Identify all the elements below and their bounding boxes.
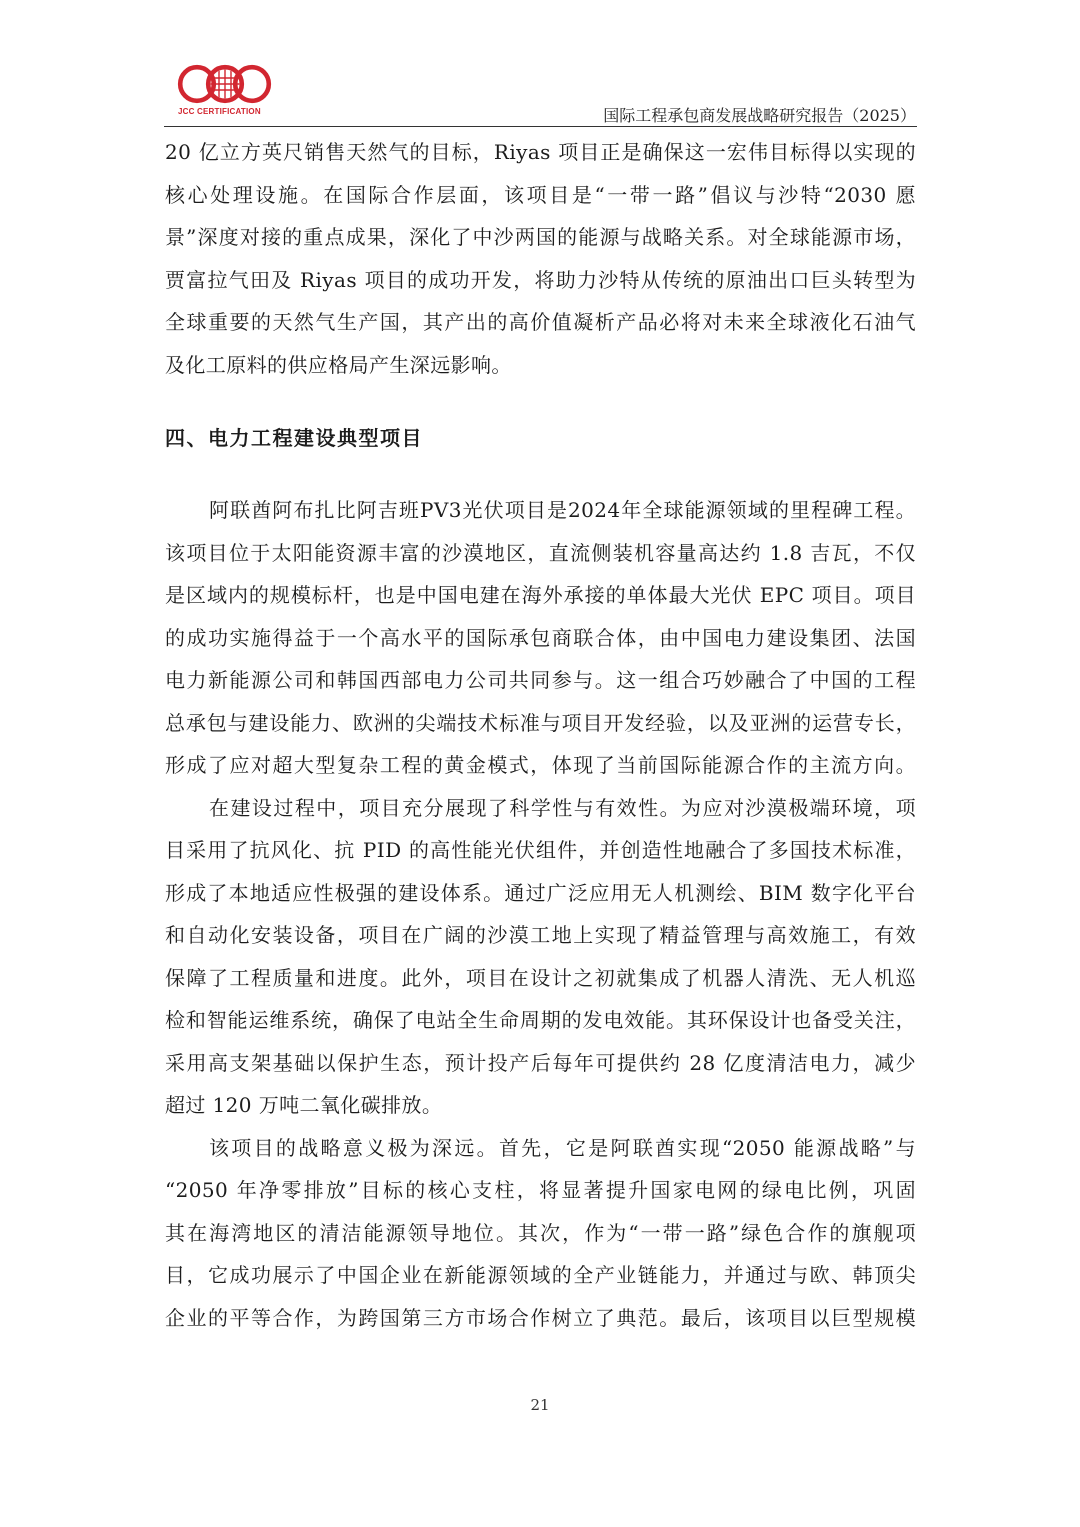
body-content	[165, 131, 916, 1339]
body-line: 超过 120 万吨二氧化碳排放。	[165, 1093, 443, 1117]
body-line: 和自动化安装设备，项目在广阔的沙漠工地上实现了精益管理与高效施工，有效	[165, 923, 916, 947]
body-line: 及化工原料的供应格局产生深远影响。	[165, 352, 512, 377]
body-line: 的成功实施得益于一个高水平的国际承包商联合体，由中国电力建设集团、法国	[165, 625, 916, 650]
body-line: 该项目位于太阳能资源丰富的沙漠地区，直流侧装机容量高达约 1.8 吉瓦，不仅	[165, 540, 916, 565]
body-line: 目采用了抗风化、抗 PID 的高性能光伏组件，并创造性地融合了多国技术标准，	[165, 838, 916, 862]
body-line: 景”深度对接的重点成果，深化了中沙两国的能源与战略关系。对全球能源市场，	[165, 225, 916, 249]
body-line: 核心处理设施。在国际合作层面，该项目是“一带一路”倡议与沙特“2030 愿	[165, 182, 916, 207]
body-line: “2050 年净零排放”目标的核心支柱，将显著提升国家电网的绿电比例，巩固	[165, 1178, 916, 1202]
continued-paragraph	[165, 131, 916, 386]
report-title: 国际工程承包商发展战略研究报告（2025）	[603, 106, 916, 125]
body-line: 20 亿立方英尺销售天然气的目标，Riyas 项目正是确保这一宏伟目标得以实现的	[165, 140, 916, 164]
body-line: 总承包与建设能力、欧洲的尖端技术标准与项目开发经验，以及亚洲的运营专长，	[165, 710, 916, 735]
header-divider	[164, 126, 917, 127]
body-line: 企业的平等合作，为跨国第三方市场合作树立了典范。最后，该项目以巨型规模	[165, 1305, 916, 1330]
paragraph	[165, 787, 916, 1127]
section-heading: 四、电力工程建设典型项目	[165, 426, 423, 450]
logo-text: JCC CERTIFICATION	[178, 107, 261, 116]
body-line: 目，它成功展示了中国企业在新能源领域的全产业链能力，并通过与欧、韩顶尖	[165, 1263, 916, 1287]
paragraph	[165, 1127, 916, 1340]
body-line: 其在海湾地区的清洁能源领导地位。其次，作为“一带一路”绿色合作的旗舰项	[165, 1220, 916, 1245]
body-line: 检和智能运维系统，确保了电站全生命周期的发电效能。其环保设计也备受关注，	[165, 1008, 916, 1032]
body-line: 全球重要的天然气生产国，其产出的高价值凝析产品必将对未来全球液化石油气	[165, 310, 916, 334]
jcc-logo	[175, 63, 275, 109]
paragraph	[165, 489, 916, 787]
body-line: 电力新能源公司和韩国西部电力公司共同参与。这一组合巧妙融合了中国的工程	[165, 668, 916, 692]
body-line: 阿联酋阿布扎比阿吉班PV3光伏项目是2024年全球能源领域的里程碑工程。	[209, 498, 916, 522]
body-line: 形成了本地适应性极强的建设体系。通过广泛应用无人机测绘、BIM 数字化平台	[165, 880, 916, 905]
page-number: 21	[530, 1396, 550, 1414]
body-line: 贾富拉气田及 Riyas 项目的成功开发，将助力沙特从传统的原油出口巨头转型为	[165, 267, 916, 292]
body-line: 是区域内的规模标杆，也是中国电建在海外承接的单体最大光伏 EPC 项目。项目	[165, 583, 916, 607]
body-line: 在建设过程中，项目充分展现了科学性与有效性。为应对沙漠极端环境，项	[209, 795, 916, 820]
body-line: 形成了应对超大型复杂工程的黄金模式，体现了当前国际能源合作的主流方向。	[165, 753, 916, 777]
body-line: 保障了工程质量和进度。此外，项目在设计之初就集成了机器人清洗、无人机巡	[165, 965, 916, 990]
body-line: 采用高支架基础以保护生态，预计投产后每年可提供约 28 亿度清洁电力，减少	[165, 1050, 916, 1075]
body-line: 该项目的战略意义极为深远。首先，它是阿联酋实现“2050 能源战略”与	[209, 1135, 916, 1160]
